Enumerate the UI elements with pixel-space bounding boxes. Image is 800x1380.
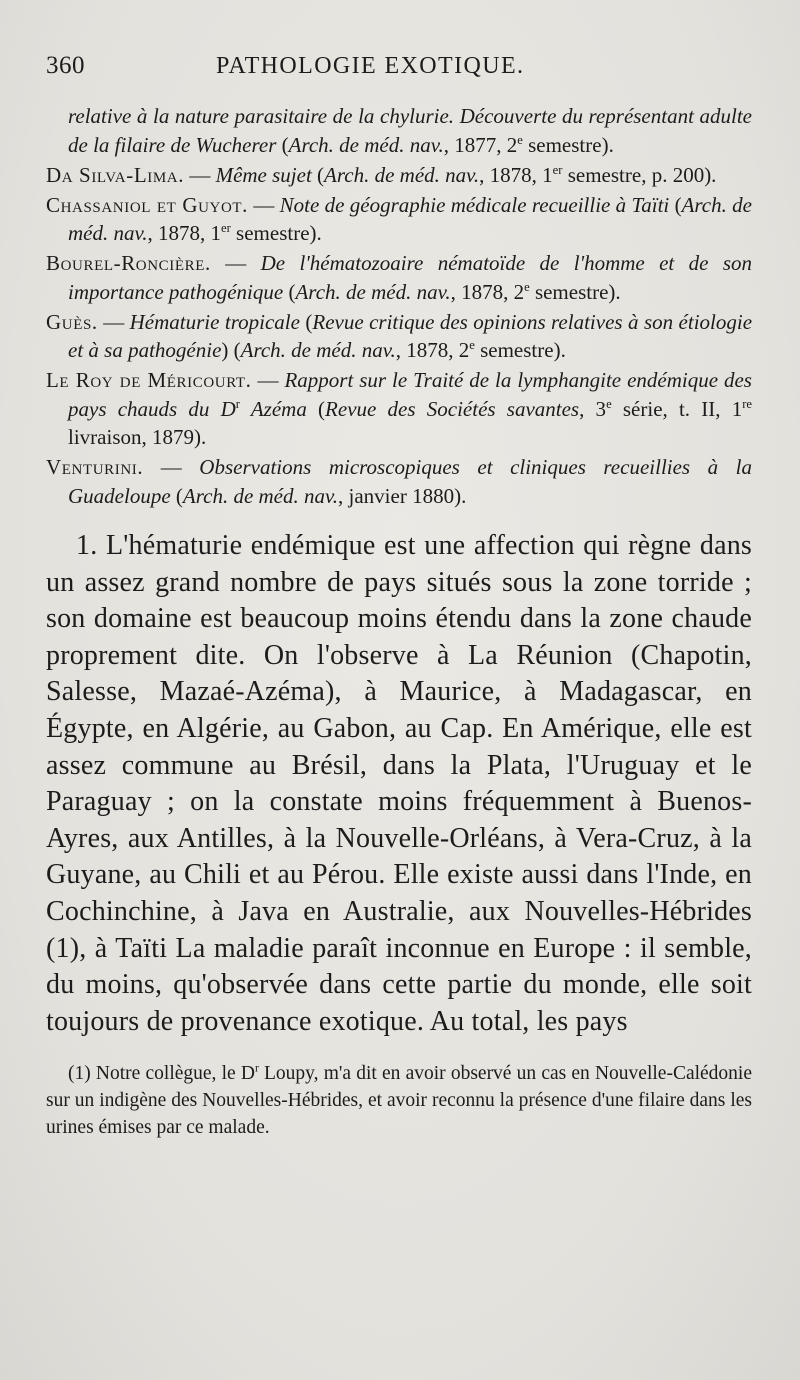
text-run: semestre, p. 200). (562, 162, 717, 187)
superscript: e (469, 337, 475, 352)
bibliography-entry (46, 102, 752, 159)
italic-text: Arch. de méd. nav. (295, 279, 451, 304)
bibliography-author: Chassaniol et Guyot. (46, 192, 249, 217)
text-run: , janvier 1880). (338, 483, 467, 508)
italic-text: Arch. de méd. nav. (182, 483, 339, 508)
italic-text: Arch. de méd. nav. (324, 162, 480, 187)
text-run: — (248, 192, 280, 217)
superscript: r (235, 396, 240, 411)
text-run: livraison, 1879). (68, 425, 207, 449)
text-run: semestre). (522, 132, 614, 157)
text-run: semestre). (529, 279, 621, 304)
italic-text: Revue critique des opinions relatives à son étiologie et à sa pathogénie (68, 309, 753, 362)
text-run: ( (170, 483, 183, 508)
text-run: semestre). (474, 338, 566, 362)
italic-text: Hématurie tropicale (129, 309, 300, 334)
italic-text: Même sujet (215, 162, 312, 187)
text-run: — (184, 162, 216, 187)
page-number: 360 (46, 52, 85, 79)
footnote (46, 1060, 752, 1141)
italic-text: Observations microscopiques et cliniques recueillies à la Guadeloupe (68, 455, 752, 508)
text-run: , 1878, 1 (147, 221, 221, 245)
superscript: re (742, 396, 753, 411)
superscript: e (517, 132, 523, 147)
bibliography-author: Le Roy de Méricourt. (46, 368, 252, 392)
text-run: ( (299, 309, 313, 334)
bibliography-author: Da Silva-Lima. (46, 162, 185, 187)
bibliography-entry (46, 191, 752, 248)
italic-text: Revue des Sociétés savantes (325, 396, 580, 421)
italic-text: relative à la nature parasitaire de la chylurie. Découverte du représentant adulte de la filaire de Wucherer (68, 104, 752, 157)
page-header (46, 52, 752, 94)
text-run: , 1878, 2 (395, 338, 470, 362)
text-run: — (210, 251, 261, 275)
bibliography-entry (46, 249, 752, 306)
text-run: — (143, 455, 200, 479)
text-run: — (251, 368, 285, 392)
text-run: , 1878, 1 (479, 162, 553, 187)
superscript: er (552, 162, 563, 177)
text-run: ( (306, 396, 326, 421)
italic-text: Arch. de méd. nav. (68, 192, 752, 245)
text-run: ( (311, 162, 325, 187)
superscript: r (254, 1061, 259, 1075)
italic-text: Azéma (240, 396, 307, 421)
superscript: er (221, 220, 231, 235)
italic-text: De l'hématozoaire nématoïde de l'homme et de son importance pathogénique (68, 251, 752, 304)
text-run: ( (283, 279, 296, 304)
bibliography-list (46, 102, 752, 510)
text-run: , 3 (579, 396, 607, 421)
bibliography-author: Venturini. (46, 455, 144, 479)
italic-text: Rapport sur le Traité de la lymphangite endémique des pays chauds du D (68, 368, 752, 421)
bibliography-entry (46, 366, 752, 452)
text-run: , 1877, 2 (443, 132, 518, 157)
running-title: PATHOLOGIE EXOTIQUE. (216, 53, 525, 79)
superscript: e (524, 279, 530, 294)
text-run: ( (276, 132, 289, 157)
text-run: ( (669, 192, 682, 217)
text-run: — (97, 309, 130, 334)
bibliography-entry (46, 453, 752, 510)
italic-text: Note de géographie médicale recueillie à Taïti (279, 192, 670, 217)
main-text (46, 528, 752, 1040)
body-paragraph: 1. L'hématurie endémique est une affection qui règne dans un assez grand nombre de pays situés sous la zone torride ; son domaine est beaucoup moins étendu dans la zone chaude proprement dite. On l'observe à La Réunion (Chapotin, Salesse, Mazaé-Azéma), à Maurice, à Madagascar, en Égypte, en Algérie, au Gabon, au Cap. En Amérique, elle est assez commune au Brésil, dans la Plata, l'Uruguay et le Paraguay ; on la constate moins fréquemment à Buenos-Ayres, aux Antilles, à la Nouvelle-Orléans, à Vera-Cruz, à la Guyane, au Chili et au Pérou. Elle existe aussi dans l'Inde, en Cochinchine, à Java en Australie, aux Nouvelles-Hébrides (1), à Taïti La maladie paraît inconnue en Europe : il semble, du moins, qu'observée dans cette partie du monde, elle soit toujours de provenance exotique. Au total, les pays (46, 530, 752, 1037)
italic-text: Arch. de méd. nav. (240, 338, 396, 362)
superscript: e (606, 396, 612, 411)
text-run: semestre). (230, 221, 322, 245)
bibliography-author: Guès. (46, 309, 98, 334)
bibliography-author: Bourel-Roncière. (46, 251, 211, 275)
text-run: série, t. II, 1 (611, 396, 743, 421)
text-run: ) ( (221, 338, 241, 362)
bibliography-entry (46, 308, 752, 365)
text-run: , 1878, 2 (450, 279, 525, 304)
italic-text: Arch. de méd. nav. (288, 132, 444, 157)
text-run: Loupy, m'a dit en avoir observé un cas en Nouvelle-Calédonie sur un indigène des Nouvelles-Hébrides, et avoir reconnu la présence d'une filaire dans les urines émises par ce malade. (46, 1063, 753, 1139)
footnote-text (46, 1060, 752, 1141)
text-run: (1) Notre collègue, le D (68, 1063, 255, 1085)
bibliography-entry (46, 161, 752, 190)
